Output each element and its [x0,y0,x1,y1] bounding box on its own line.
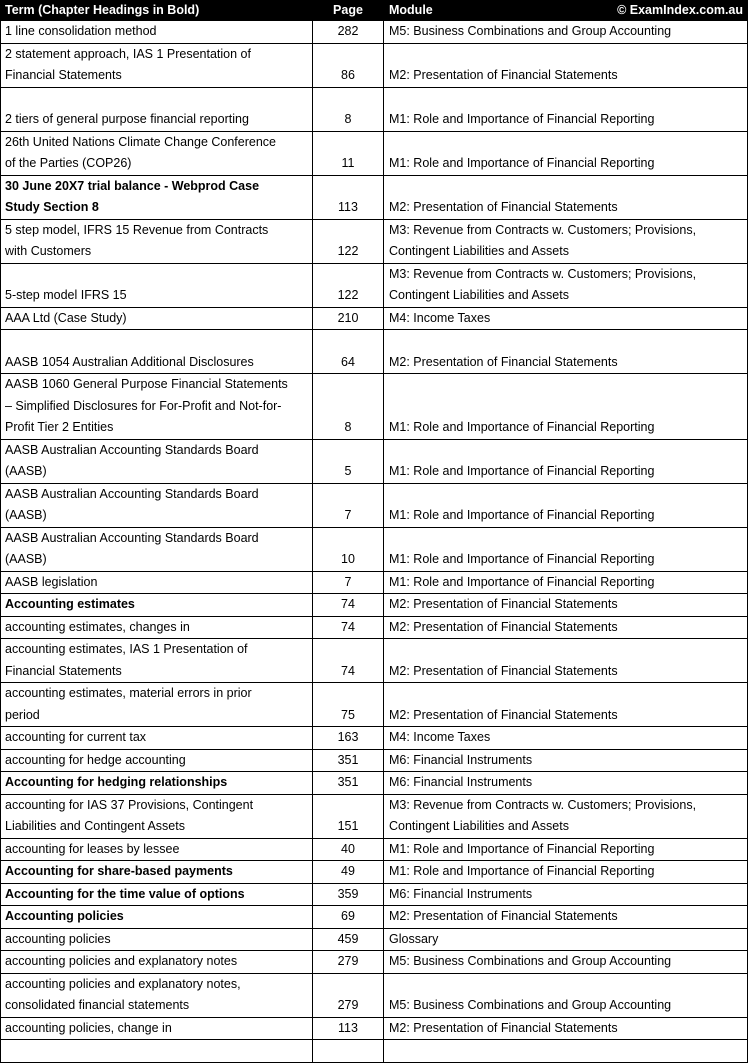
cell-page-line: 40 [341,841,355,856]
cell-term-line: AASB legislation [5,574,98,589]
cell-page [313,21,384,44]
cell-term [1,43,313,87]
table-row[interactable] [1,1040,748,1063]
cell-term-line: Accounting for the time value of options [5,886,245,901]
cell-module [384,87,748,131]
cell-term-line: AASB 1054 Australian Additional Disclosures [5,354,254,369]
cell-term [1,727,313,750]
table-row[interactable] [1,330,748,374]
cell-term [1,439,313,483]
cell-page-line: 7 [344,574,352,589]
cell-module-line: M1: Role and Importance of Financial Reporting [389,508,655,522]
table-row[interactable] [1,571,748,594]
table-row[interactable] [1,87,748,131]
cell-module-line: Contingent Liabilities and Assets [389,819,569,833]
cell-page-line: 113 [338,1020,358,1035]
cell-term-line: AASB 1060 General Purpose Financial Statements [5,377,288,391]
cell-term [1,794,313,838]
cell-term [1,928,313,951]
cell-page [313,43,384,87]
cell-module [384,861,748,884]
cell-module-line: M4: Income Taxes [389,730,491,744]
cell-module [384,374,748,440]
cell-module-line: M6: Financial Instruments [389,775,533,789]
table-row[interactable] [1,483,748,527]
cell-term [1,861,313,884]
cell-term [1,175,313,219]
cell-module-line: M2: Presentation of Financial Statements [389,1020,618,1035]
cell-page-line: 122 [337,288,359,302]
cell-term-line: accounting policies and explanatory notes, [5,976,241,991]
cell-term [1,639,313,683]
cell-term [1,749,313,772]
table-row[interactable] [1,263,748,307]
cell-term-line: accounting estimates, changes in [5,619,190,634]
cell-module [384,483,748,527]
cell-term-line: 2 statement approach, IAS 1 Presentation of [5,46,251,61]
cell-term [1,374,313,440]
table-row[interactable] [1,527,748,571]
cell-module [384,794,748,838]
table-row[interactable] [1,749,748,772]
cell-page [313,1017,384,1040]
cell-page-line: 75 [341,707,355,722]
cell-module-line: M6: Financial Instruments [389,752,533,767]
cell-term-line: accounting estimates, material errors in prior [5,686,252,700]
cell-page-line: 279 [337,998,359,1012]
cell-term-line: Accounting for share-based payments [5,864,233,878]
table-row[interactable] [1,594,748,617]
cell-page-line: 8 [344,420,352,434]
cell-term [1,87,313,131]
table-row[interactable] [1,131,748,175]
cell-module-line: M3: Revenue from Contracts w. Customers; Provisions, [389,222,697,237]
cell-module-line: M3: Revenue from Contracts w. Customers; Provisions, [389,266,697,281]
cell-term [1,330,313,374]
cell-page [313,749,384,772]
cell-term [1,1017,313,1040]
cell-module-line: M1: Role and Importance of Financial Reporting [389,464,655,478]
cell-module-line: M1: Role and Importance of Financial Reporting [389,864,655,878]
cell-term [1,21,313,44]
table-row[interactable] [1,906,748,929]
table-row[interactable] [1,838,748,861]
table-row[interactable] [1,43,748,87]
cell-term [1,772,313,795]
cell-term-line: accounting for IAS 37 Provisions, Contingent [5,797,254,812]
column-header-module[interactable] [384,1,748,21]
cell-module-line: M1: Role and Importance of Financial Reporting [389,156,655,170]
cell-module [384,571,748,594]
cell-page [313,861,384,884]
cell-module [384,906,748,929]
cell-term [1,131,313,175]
cell-term-line: Liabilities and Contingent Assets [5,819,185,833]
cell-page [313,928,384,951]
cell-page-line: 74 [341,619,355,634]
table-row[interactable] [1,772,748,795]
cell-page [313,307,384,330]
cell-module [384,1040,748,1063]
cell-term-line: (AASB) [5,552,47,566]
cell-term-line: 5-step model IFRS 15 [5,288,127,302]
cell-module-line: M5: Business Combinations and Group Accounting [389,998,672,1012]
table-row[interactable] [1,639,748,683]
cell-page-line: 49 [341,864,355,878]
column-header-module-label: Module [389,3,433,17]
cell-page-line: 8 [344,112,352,126]
cell-module-line: M6: Financial Instruments [389,886,533,901]
cell-module [384,439,748,483]
cell-term-line: accounting policies [5,931,111,946]
cell-term-line: accounting estimates, IAS 1 Presentation of [5,642,248,656]
cell-term-line: AAA Ltd (Case Study) [5,310,127,325]
table-row[interactable] [1,861,748,884]
cell-term-line: AASB Australian Accounting Standards Board [5,442,259,457]
cell-term-line: 2 tiers of general purpose financial reporting [5,112,249,126]
cell-page-line: 359 [337,886,359,901]
table-row[interactable] [1,175,748,219]
cell-module [384,639,748,683]
cell-module-line: M1: Role and Importance of Financial Reporting [389,841,655,856]
table-row[interactable] [1,683,748,727]
cell-module [384,131,748,175]
cell-page [313,1040,384,1063]
cell-term-line: accounting policies and explanatory notes [5,954,238,968]
cell-term-line: Financial Statements [5,68,122,82]
cell-module [384,43,748,87]
cell-module-line: M2: Presentation of Financial Statements [389,200,618,214]
cell-term [1,838,313,861]
cell-module [384,838,748,861]
cell-page [313,175,384,219]
table-row[interactable] [1,439,748,483]
cell-module [384,973,748,1017]
cell-page-line: 74 [341,663,355,678]
cell-term [1,527,313,571]
table-row[interactable] [1,928,748,951]
cell-page [313,131,384,175]
cell-module [384,21,748,44]
cell-term-line: Accounting for hedging relationships [5,775,228,789]
table-row[interactable] [1,794,748,838]
cell-page [313,639,384,683]
cell-page-line: 151 [337,819,359,833]
cell-term [1,906,313,929]
cell-module [384,307,748,330]
header-row [1,1,748,21]
table-row[interactable] [1,374,748,440]
cell-page-line: 113 [338,200,358,214]
cell-module [384,749,748,772]
cell-page-line: 64 [341,354,355,369]
cell-term [1,973,313,1017]
cell-module [384,616,748,639]
table-row[interactable] [1,21,748,44]
cell-term-line: accounting for leases by lessee [5,841,180,856]
cell-page-line: 210 [337,310,359,325]
cell-page [313,683,384,727]
cell-module-line: M2: Presentation of Financial Statements [389,619,618,634]
cell-term-line: consolidated financial statements [5,998,190,1012]
cell-page [313,794,384,838]
table-row[interactable] [1,973,748,1017]
cell-module-line: M3: Revenue from Contracts w. Customers; Provisions, [389,797,697,812]
cell-page-line: 282 [337,24,359,38]
cell-module [384,883,748,906]
cell-page [313,87,384,131]
cell-module-line: M2: Presentation of Financial Statements [389,707,618,722]
cell-term [1,951,313,974]
cell-page-line: 122 [337,244,359,258]
cell-term [1,219,313,263]
cell-page-line: 10 [341,552,355,566]
cell-term-line: of the Parties (COP26) [5,156,132,170]
cell-term-line: 1 line consolidation method [5,24,157,38]
cell-page [313,906,384,929]
cell-page-line: 86 [341,68,355,82]
cell-page [313,263,384,307]
cell-term-line: – Simplified Disclosures for For-Profit and Not-for- [5,398,282,413]
table-header [1,1,748,21]
cell-module-line: M2: Presentation of Financial Statements [389,597,618,611]
cell-module [384,527,748,571]
cell-term [1,307,313,330]
table-row[interactable] [1,307,748,330]
cell-page-line: 69 [341,909,355,923]
cell-module-line: Contingent Liabilities and Assets [389,288,569,302]
cell-page-line: 5 [344,464,352,478]
cell-term [1,883,313,906]
cell-page [313,594,384,617]
cell-page-line: 279 [337,954,359,968]
cell-module-line: M1: Role and Importance of Financial Reporting [389,112,655,126]
cell-page [313,571,384,594]
cell-term-line: Study Section 8 [5,200,99,214]
cell-module [384,219,748,263]
cell-term [1,683,313,727]
cell-module [384,1017,748,1040]
cell-module-line: M2: Presentation of Financial Statements [389,354,618,369]
cell-page [313,973,384,1017]
cell-page [313,330,384,374]
cell-page [313,219,384,263]
cell-term-line: accounting for current tax [5,730,147,744]
cell-page [313,951,384,974]
column-header-page[interactable]: Page [313,1,384,21]
cell-term [1,1040,313,1063]
cell-module [384,175,748,219]
cell-page [313,727,384,750]
cell-term-line: AASB Australian Accounting Standards Board [5,530,259,545]
cell-term-line: 26th United Nations Climate Change Conference [5,134,276,149]
cell-module [384,928,748,951]
cell-module [384,772,748,795]
cell-page-line: 459 [337,931,359,946]
cell-page [313,772,384,795]
table-row[interactable] [1,616,748,639]
cell-term [1,616,313,639]
cell-term [1,571,313,594]
cell-module-line: M1: Role and Importance of Financial Reporting [389,552,655,566]
cell-module-line: M2: Presentation of Financial Statements [389,909,618,923]
cell-module-line: M1: Role and Importance of Financial Reporting [389,574,655,589]
cell-module-line: M4: Income Taxes [389,310,491,325]
cell-module [384,263,748,307]
cell-term-line: Financial Statements [5,663,122,678]
cell-term-line: with Customers [5,244,92,258]
table-row[interactable] [1,883,748,906]
cell-module-line: M2: Presentation of Financial Statements [389,68,618,82]
cell-term [1,483,313,527]
cell-term-line: (AASB) [5,508,47,522]
cell-term-line: Profit Tier 2 Entities [5,420,114,434]
cell-module [384,594,748,617]
cell-module [384,330,748,374]
cell-module-line: M5: Business Combinations and Group Accounting [389,954,672,968]
cell-module [384,727,748,750]
table-row[interactable] [1,727,748,750]
cell-term-line: Accounting policies [5,909,124,923]
cell-term [1,263,313,307]
cell-page-line: 351 [337,775,359,789]
cell-page [313,483,384,527]
cell-term-line: AASB Australian Accounting Standards Board [5,486,259,501]
cell-page-line: 7 [344,508,352,522]
cell-term-line: 30 June 20X7 trial balance - Webprod Case [5,178,260,193]
cell-module-line: M5: Business Combinations and Group Accounting [389,24,672,38]
cell-page [313,838,384,861]
cell-term-line: 5 step model, IFRS 15 Revenue from Contracts [5,222,269,237]
cell-term-line: period [5,707,40,722]
cell-module-line: Glossary [389,931,439,946]
cell-page [313,883,384,906]
copyright-notice: © ExamIndex.com.au [617,3,743,17]
cell-page [313,527,384,571]
table-row[interactable] [1,219,748,263]
cell-term-line: accounting for hedge accounting [5,752,186,767]
cell-module-line: Contingent Liabilities and Assets [389,244,569,258]
cell-term-line: accounting policies, change in [5,1020,172,1035]
cell-page [313,439,384,483]
table-body [1,21,748,1063]
cell-page-line: 74 [341,597,355,611]
cell-term [1,594,313,617]
column-header-term[interactable]: Term (Chapter Headings in Bold) [1,1,313,21]
cell-term-line: Accounting estimates [5,597,135,611]
table-row[interactable] [1,1017,748,1040]
cell-page [313,616,384,639]
cell-module [384,951,748,974]
cell-page-line: 11 [341,156,355,170]
cell-module [384,683,748,727]
cell-term-line: (AASB) [5,464,47,478]
table-row[interactable] [1,951,748,974]
cell-module-line: M1: Role and Importance of Financial Reporting [389,420,655,434]
cell-page-line: 351 [337,752,359,767]
cell-page-line: 163 [337,730,359,744]
cell-module-line: M2: Presentation of Financial Statements [389,663,618,678]
cell-page [313,374,384,440]
